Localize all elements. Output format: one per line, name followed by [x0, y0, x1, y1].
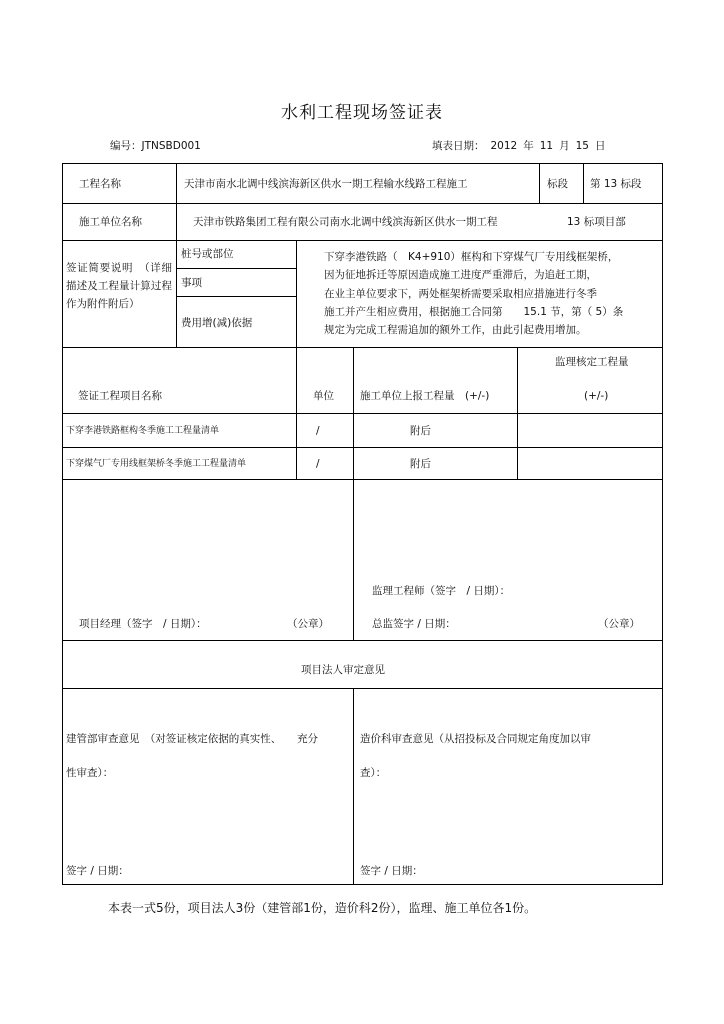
divider: [62, 347, 663, 348]
col-unit: 单位: [313, 390, 334, 402]
table-row-unit: /: [316, 425, 320, 437]
project-name-label: 工程名称: [79, 178, 121, 190]
divider: [62, 447, 663, 448]
legal-sign-right: 签字 / 日期：: [360, 865, 423, 877]
day-unit: 日: [594, 140, 606, 152]
divider: [176, 240, 177, 347]
table-row-name: 下穿李港铁路框构冬季施工工程量清单: [66, 426, 220, 436]
table-row-name: 下穿煤气厂专用线框架桥冬季施工工程量清单: [66, 459, 247, 469]
description-line: 因为征地拆迁等原因造成施工进度严重滞后，为追赶工期，: [324, 269, 597, 281]
month-unit: 月: [559, 140, 570, 152]
unit-label: 施工单位名称: [79, 216, 142, 228]
fill-date: [432, 138, 611, 153]
supervisor-engineer-sign: 监理工程师（签字 / 日期）：: [372, 585, 511, 597]
basis-label: 费用增(减)依据: [181, 317, 253, 329]
divider: [62, 413, 663, 414]
chief-seal: （公章）: [598, 618, 640, 630]
divider: [353, 688, 354, 884]
divider: [176, 296, 296, 297]
construction-dept-opinion: 建管部审查意见 （对签证核定依据的真实性、 充分: [66, 733, 318, 745]
date-month: 11: [539, 140, 554, 152]
divider: [353, 347, 354, 640]
description-line: 规定为完成工程需追加的额外工作，由此引起费用增加。: [324, 324, 587, 336]
chief-supervisor-sign: 总监签字 / 日期：: [372, 618, 456, 630]
section-label: 标段: [547, 178, 568, 190]
form-number: 编号：JTNSBD001: [110, 140, 201, 152]
border-right: [662, 163, 663, 885]
divider: [539, 163, 540, 203]
unit-suffix: 13 标项目部: [567, 216, 626, 228]
divider: [62, 640, 663, 641]
unit-value: 天津市铁路集团工程有限公司南水北调中线滨海新区供水一期工程: [193, 216, 498, 228]
description-line: 在业主单位要求下，两处框架桥需要采取相应措施进行冬季: [324, 288, 597, 300]
legal-heading: 项目法人审定意见: [301, 664, 385, 676]
page-title: 水利工程现场签证表: [281, 103, 443, 123]
table-row-reported: 附后: [410, 425, 431, 437]
divider: [62, 240, 663, 241]
year-unit: 年: [523, 140, 534, 152]
divider: [296, 240, 297, 347]
pile-label: 桩号或部位: [181, 248, 234, 260]
divider: [62, 688, 663, 689]
cost-dept-opinion-cont: 查）：: [360, 767, 387, 779]
summary-label: 签证简要说明 （详细描述及工程量计算过程作为附件附后）: [66, 262, 172, 310]
item-label: 事项: [181, 277, 202, 289]
divider: [583, 163, 584, 203]
border-top: [62, 163, 663, 164]
col-reported: 施工单位上报工程量 (+/-): [360, 390, 490, 402]
divider: [296, 347, 297, 479]
project-manager-sign: 项目经理（签字 / 日期）：: [79, 618, 207, 630]
project-name-value: 天津市南水北调中线滨海新区供水一期工程输水线路工程施工: [184, 178, 468, 190]
table-row-reported: 附后: [410, 458, 431, 470]
col-verified-sign: (+/-): [584, 390, 609, 402]
col-item-name: 签证工程项目名称: [78, 390, 162, 402]
divider: [176, 268, 296, 269]
divider: [176, 163, 177, 240]
divider: [62, 203, 663, 204]
section-value: 第 13 标段: [590, 178, 642, 190]
description-line: 下穿李港铁路（ K4+910）框构和下穿煤气厂专用线框架桥，: [324, 251, 619, 263]
cost-dept-opinion: 造价科审查意见（从招投标及合同规定角度加以审: [360, 733, 591, 745]
date-day: 15: [575, 140, 589, 152]
legal-sign-left: 签字 / 日期：: [66, 865, 129, 877]
date-label: 填表日期：: [432, 140, 485, 152]
construction-dept-opinion-cont: 性审查）：: [66, 767, 114, 779]
col-verified: 监理核定工程量: [555, 356, 629, 368]
footer-note: 本表一式5份，项目法人3份（建管部1份，造价科2份），监理、施工单位各1份。: [108, 901, 537, 915]
divider: [62, 479, 663, 480]
description-line: 施工并产生相应费用，根据施工合同第 15.1 节，第（ 5）条: [324, 306, 624, 318]
border-left: [62, 163, 63, 885]
divider: [517, 347, 518, 479]
table-row-unit: /: [316, 458, 320, 470]
pm-seal: （公章）: [287, 618, 329, 630]
date-year: 2012: [490, 140, 518, 152]
border-bottom: [62, 884, 663, 885]
